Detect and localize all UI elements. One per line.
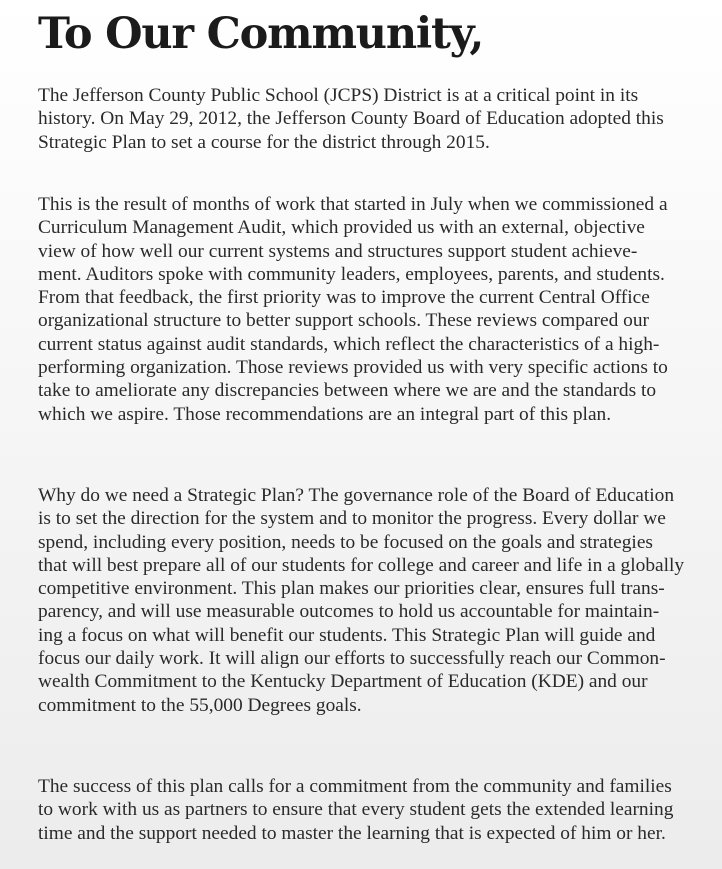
text-line: is to set the direction for the system and to monitor the progress. Every dollar we [38, 508, 666, 530]
text-line: current status against audit standards, which reflect the characteristics of a high- [38, 333, 660, 355]
text-line: which we aspire. Those recommendations are an integral part of this plan. [38, 403, 612, 425]
text-line: to work with us as partners to ensure that every student gets the extended learning [38, 799, 674, 821]
text-line: This is the result of months of work that started in July when we commissioned a [38, 194, 668, 215]
text-line: ing a focus on what will benefit our students. This Strategic Plan will guide and [38, 624, 656, 646]
text-line: performing organization. Those reviews provided us with very specific actions to [38, 357, 668, 379]
text-line: Strategic Plan to set a course for the district through 2015. [38, 131, 490, 153]
text-line: history. On May 29, 2012, the Jefferson County Board of Education adopted this [38, 108, 664, 130]
text-line: view of how well our current systems and structures support student achieve- [38, 240, 638, 262]
text-line: From that feedback, the first priority was to improve the current Central Office [38, 287, 650, 309]
paragraph-why-plan [38, 484, 692, 717]
text-line: parency, and will use measurable outcomes to hold us accountable for maintain- [38, 601, 660, 623]
text-line: wealth Commitment to the Kentucky Department of Education (KDE) and our [38, 671, 648, 693]
text-line: The success of this plan calls for a commitment from the community and families [38, 776, 672, 797]
text-line: Why do we need a Strategic Plan? The governance role of the Board of Education [38, 485, 675, 506]
paragraph-intro [38, 84, 692, 154]
text-line: commitment to the 55,000 Degrees goals. [38, 694, 362, 716]
paragraph-success [38, 775, 692, 845]
paragraph-audit [38, 193, 692, 426]
page-title: To Our Community, [38, 9, 484, 59]
text-line: time and the support needed to master the learning that is expected of him or her. [38, 822, 666, 844]
text-line: spend, including every position, needs to be focused on the goals and strategies [38, 531, 653, 553]
text-line: take to ameliorate any discrepancies between where we are and the standards to [38, 380, 657, 402]
text-line: focus our daily work. It will align our efforts to successfully reach our Common- [38, 648, 666, 670]
text-line: competitive environment. This plan makes our priorities clear, ensures full trans- [38, 578, 665, 600]
text-line: The Jefferson County Public School (JCPS) District is at a critical point in its [38, 85, 639, 106]
text-line: Curriculum Management Audit, which provided us with an external, objective [38, 217, 645, 239]
text-line: ment. Auditors spoke with community leaders, employees, parents, and students. [38, 263, 665, 285]
text-line: that will best prepare all of our students for college and career and life in a globally [38, 554, 685, 576]
text-line: organizational structure to better support schools. These reviews compared our [38, 310, 649, 332]
